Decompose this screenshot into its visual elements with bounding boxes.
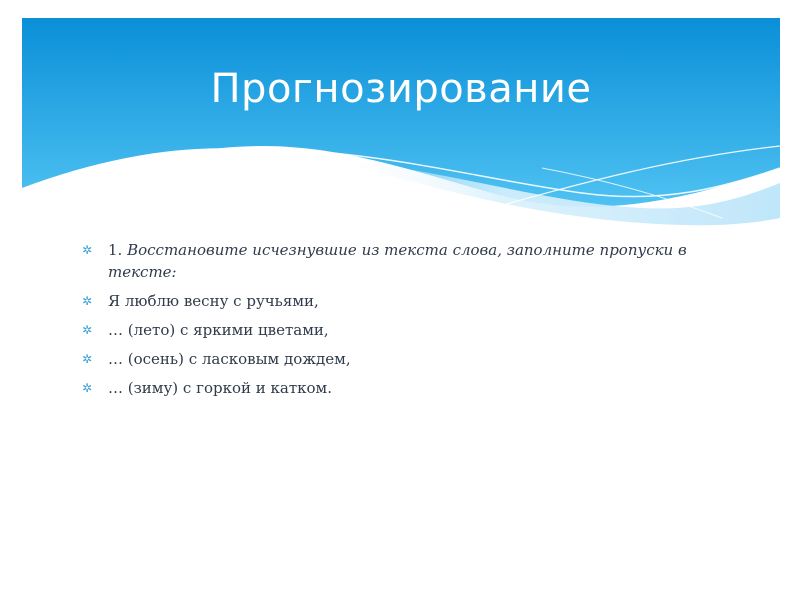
bullet-icon: ✲ — [82, 243, 93, 257]
item-text: … (осень) с ласковым дождем, — [108, 350, 351, 368]
item-text: … (лето) с яркими цветами, — [108, 321, 329, 339]
slide — [22, 18, 780, 586]
bullet-icon: ✲ — [82, 323, 93, 337]
item-text: Я люблю весну с ручьями, — [108, 292, 319, 310]
item-text: … (зиму) с горкой и катком. — [108, 379, 332, 397]
bullet-icon: ✲ — [82, 352, 93, 366]
list-item — [82, 377, 722, 399]
item-text: Восстановите исчезнувшие из текста слова, заполните пропуски в тексте: — [108, 241, 687, 281]
list-item — [82, 290, 722, 312]
bullet-icon: ✲ — [82, 381, 93, 395]
item-number: 1. — [108, 241, 123, 259]
bullet-list — [82, 239, 722, 406]
bullet-icon: ✲ — [82, 294, 93, 308]
header-wave-background — [22, 18, 780, 243]
list-item — [82, 239, 722, 283]
list-item — [82, 319, 722, 341]
list-item — [82, 348, 722, 370]
slide-title: Прогнозирование — [210, 66, 592, 112]
